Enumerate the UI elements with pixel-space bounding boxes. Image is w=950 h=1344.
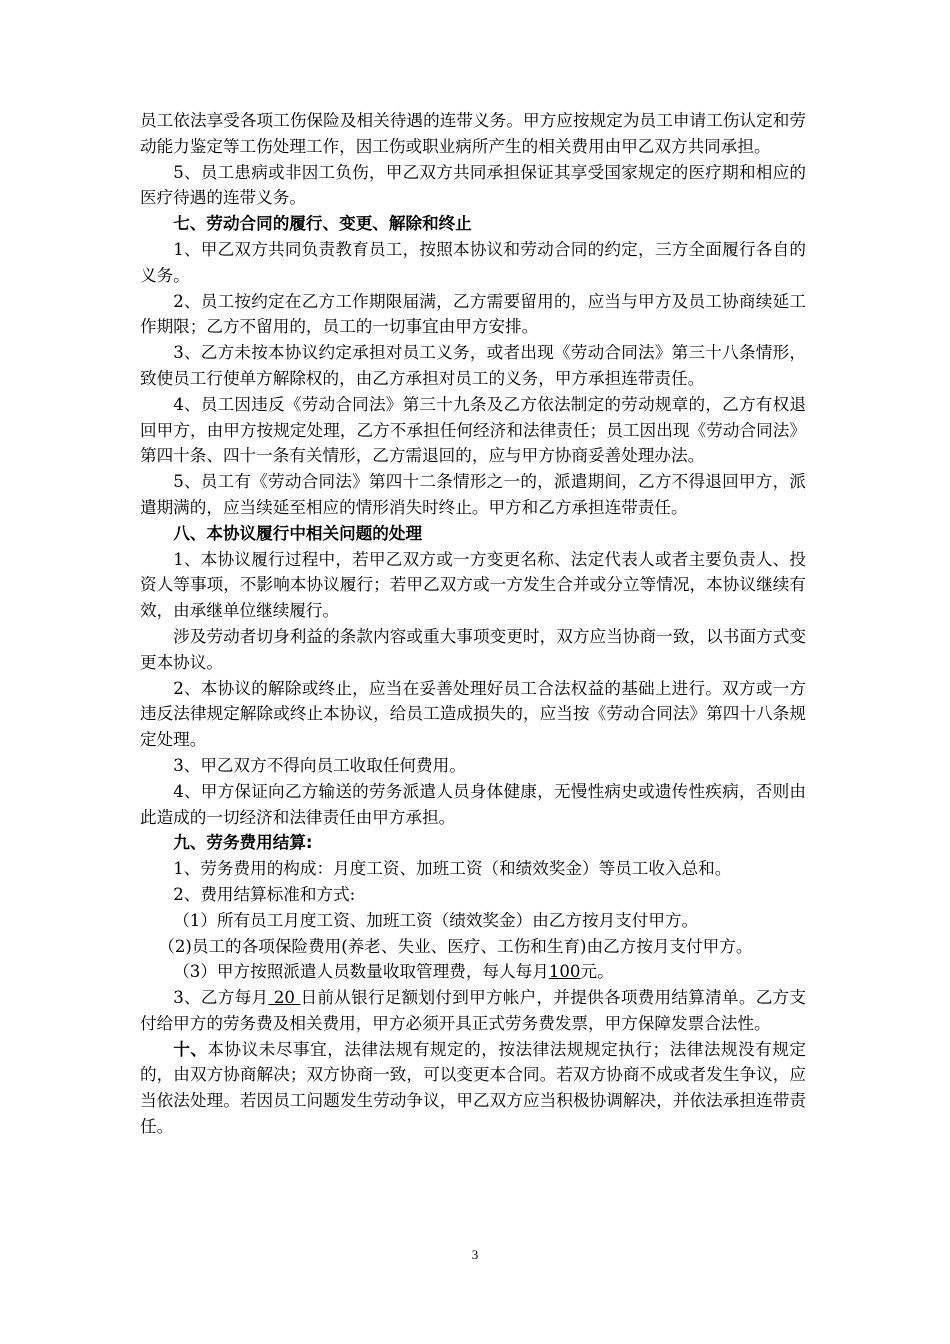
paragraph: 涉及劳动者切身利益的条款内容或重大事项变更时，双方应当协商一致，以书面方式变更本协议。: [140, 626, 806, 672]
paragraph-text: 本协议未尽事宜，法律法规有规定的，按法律法规规定执行；法律法规没有规定的，由双方协商解决；双方协商一致，可以变更本合同。若双方协商不成或者发生争议，应当依法处理。若因员工问题发生劳动争议，甲乙双方应当积极协调解决，并依法承担连带责任。: [140, 1039, 806, 1137]
paragraph: 4、员工因违反《劳动合同法》第三十九条及乙方依法制定的劳动规章的，乙方有权退回甲方，由甲方按规定处理，乙方不承担任何经济和法律责任；员工因出现《劳动合同法》第四十条、四十一条有关情形，乙方需退回的，应与甲方协商妥善处理办法。: [140, 394, 806, 466]
section-heading-7: 七、劳动合同的履行、变更、解除和终止: [173, 214, 472, 234]
paragraph-text: 日前从银行足额划付到甲方帐户，并提供各项费用结算清单。乙方支付给甲方的劳务费及相关费用，甲方必须开具正式劳务费发票，甲方保障发票合法性。: [140, 988, 807, 1033]
paragraph: （1）所有员工月度工资、加班工资（绩效奖金）由乙方按月支付甲方。: [173, 910, 699, 930]
paragraph-text: 元。: [580, 962, 614, 982]
paragraph: 2、费用结算标准和方式:: [173, 884, 356, 904]
management-fee-amount: 100: [548, 962, 581, 982]
paragraph: 5、员工患病或非因工负伤，甲乙双方共同承担保证其享受国家规定的医疗期和相应的医疗待遇的连带义务。: [140, 162, 806, 208]
paragraph: 1、劳务费用的构成：月度工资、加班工资（和绩效奖金）等员工收入总和。: [173, 859, 732, 879]
document-body: [140, 108, 806, 1140]
paragraph: 5、员工有《劳动合同法》第四十二条情形之一的，派遣期间，乙方不得退回甲方，派遣期满的，应当续延至相应的情形消失时终止。甲方和乙方承担连带责任。: [140, 472, 806, 517]
section-heading-8: 八、本协议履行中相关问题的处理: [173, 523, 423, 543]
paragraph: [140, 1037, 806, 1140]
section-heading-9: 九、劳务费用结算:: [173, 833, 313, 853]
paragraph: 1、甲乙双方共同负责教育员工，按照本协议和劳动合同的约定，三方全面履行各自的义务。: [140, 239, 806, 285]
paragraph: 3、乙方未按本协议约定承担对员工义务，或者出现《劳动合同法》第三十八条情形，致使员工行使单方解除权的，由乙方承担对员工的义务，甲方承担连带责任。: [140, 343, 806, 388]
payment-day: 20: [268, 988, 301, 1008]
paragraph: 员工依法享受各项工伤保险及相关待遇的连带义务。甲方应按规定为员工申请工伤认定和劳动能力鉴定等工伤处理工作，因工伤或职业病所产生的相关费用由甲乙双方共同承担。: [140, 111, 806, 156]
paragraph: 3、甲乙双方不得向员工收取任何费用。: [173, 755, 466, 775]
paragraph: [140, 985, 806, 1037]
paragraph: 4、甲方保证向乙方输送的劳务派遣人员身体健康，无慢性病史或遗传性疾病，否则由此造成的一切经济和法律责任由甲方承担。: [140, 781, 806, 827]
paragraph: [140, 959, 806, 985]
paragraph: 1、本协议履行过程中，若甲乙双方或一方变更名称、法定代表人或者主要负责人、投资人等事项，不影响本协议履行；若甲乙双方或一方发生合并或分立等情况，本协议继续有效，由承继单位继续履行。: [140, 549, 806, 621]
paragraph-text: 3、乙方每月: [173, 988, 269, 1008]
paragraph: 2、员工按约定在乙方工作期限届满，乙方需要留用的，应当与甲方及员工协商续延工作期限；乙方不留用的，员工的一切事宜由甲方安排。: [140, 291, 806, 337]
paragraph-text: （3）甲方按照派遣人员数量收取管理费，每人每月: [173, 962, 549, 982]
section-number-10: 十、: [173, 1038, 208, 1059]
paragraph: 2、本协议的解除或终止，应当在妥善处理好员工合法权益的基础上进行。双方或一方违反法律规定解除或终止本协议，给员工造成损失的，应当按《劳动合同法》第四十八条规定处理。: [140, 678, 806, 750]
paragraph: （2)员工的各项保险费用(养老、失业、医疗、工伤和生育)由乙方按月支付甲方。: [158, 936, 753, 956]
page-number: 3: [471, 1247, 479, 1262]
